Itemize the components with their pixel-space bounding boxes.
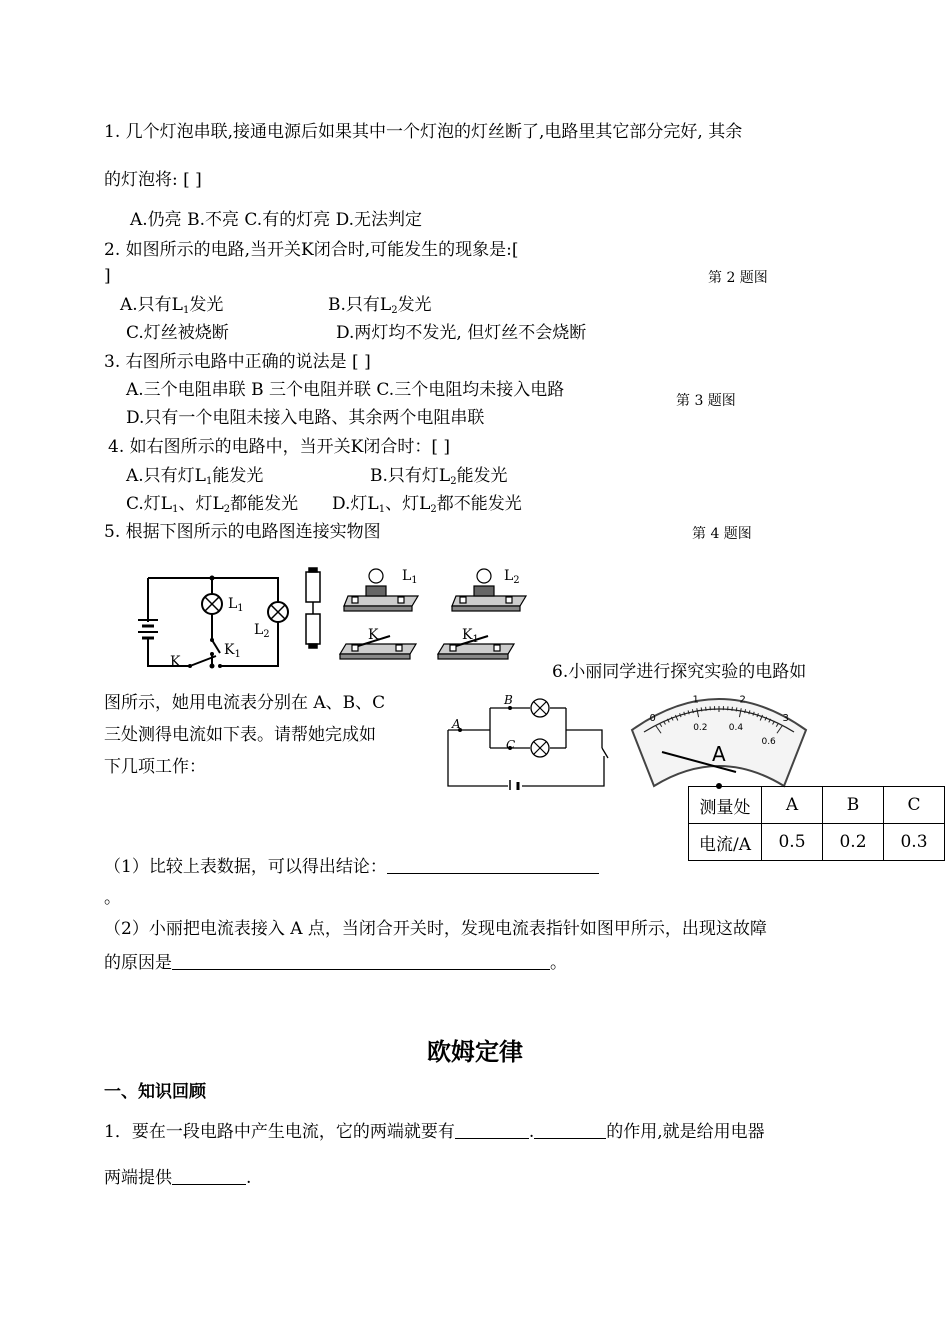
q6-circuit-diagram <box>446 690 612 790</box>
meter-tick <box>701 707 702 711</box>
answer-blank[interactable] <box>387 857 599 874</box>
q4-option-b: B.只有灯$L_2$能发光 <box>370 466 508 487</box>
meter-minor-label: 0.6 <box>761 736 776 747</box>
table-cell: C <box>884 787 945 824</box>
meter-major-label: 0 <box>649 712 656 724</box>
q4-figure-label: 第 4 题图 <box>692 526 752 542</box>
table-cell: 0.3 <box>884 824 945 861</box>
q3-options-abc: A.三个电阻串联 B 三个电阻并联 C.三个电阻均未接入电路 <box>126 380 565 400</box>
q1-line2: 的灯泡将: [ ] <box>104 170 202 190</box>
q4-option-d: D.灯$L_1$、灯$L_2$都不能发光 <box>332 494 522 515</box>
q4-option-c: C.灯$L_1$、灯$L_2$都能发光 <box>126 494 299 515</box>
q5-board-label-l1: $L_1$ <box>402 568 418 586</box>
answer-blank[interactable] <box>455 1122 529 1139</box>
q1-options: A.仍亮 B.不亮 C.有的灯亮 D.无法判定 <box>130 210 423 230</box>
q5-label-l2: $L_2$ <box>254 622 270 640</box>
q5-label-l1: $L_1$ <box>228 596 244 614</box>
q3-option-d: D.只有一个电阻未接入电路、其余两个电阻串联 <box>126 408 485 428</box>
q2-option-b: B.只有$L_2$发光 <box>328 295 432 316</box>
answer-blank[interactable] <box>172 1168 246 1185</box>
q2-option-a: A.只有$L_1$发光 <box>120 295 224 316</box>
q5-label-k1: $K_1$ <box>224 642 241 660</box>
q5-board-label-k: K <box>368 627 379 643</box>
q5-circuit-diagram <box>128 560 298 680</box>
q2-option-d: D.两灯均不发光, 但灯丝不会烧断 <box>336 323 587 343</box>
q6-label-c: C <box>506 738 516 752</box>
q6-sub2-line2: 的原因是 。 <box>104 953 567 973</box>
q2-option-c: C.灯丝被烧断 <box>126 323 229 343</box>
q5-components-right <box>430 566 550 666</box>
meter-major-label: 3 <box>782 712 789 724</box>
q2-bracket-end: ] <box>104 266 111 286</box>
q3-stem: 3. 右图所示电路中正确的说法是 [ ] <box>104 352 371 372</box>
meter-major-label: 1 <box>692 694 699 706</box>
q5-board-label-k1: $K_1$ <box>462 627 479 645</box>
q5-stem: 5. 根据下图所示的电路图连接实物图 <box>104 522 381 542</box>
ammeter-dial <box>624 686 814 792</box>
section-heading: 一、知识回顾 <box>104 1082 206 1102</box>
q6-text-line1: 图所示，她用电流表分别在 A、B、C <box>104 693 386 713</box>
q4-stem: 4. 如右图所示的电路中，当开关K闭合时：[ ] <box>108 437 450 457</box>
table-cell: 0.2 <box>823 824 884 861</box>
q5-label-k: K <box>170 654 181 670</box>
q6-text-line3: 下几项工作： <box>104 757 206 777</box>
meter-tick <box>736 707 737 711</box>
current-table <box>688 786 945 861</box>
q3-figure-label: 第 3 题图 <box>676 393 736 409</box>
q6-sub2-line1: （2）小丽把电流表接入 A 点，当闭合开关时，发现电流表指针如图甲所示，出现这故障 <box>104 919 767 939</box>
ammeter-unit: A <box>712 742 726 766</box>
table-cell: 0.5 <box>762 824 823 861</box>
table-cell: A <box>762 787 823 824</box>
meter-major-label: 2 <box>739 694 746 706</box>
q1-line1: 1. 几个灯泡串联,接通电源后如果其中一个灯泡的灯丝断了,电路里其它部分完好, 其余 <box>104 122 743 142</box>
switch-k-icon <box>188 656 222 668</box>
table-cell: 测量处 <box>689 787 762 824</box>
q6-sub1-end: 。 <box>104 888 121 908</box>
battery-cells-icon <box>306 568 320 648</box>
section-title: 欧姆定律 <box>427 1038 523 1066</box>
lamp-l1-icon <box>202 594 222 614</box>
meter-minor-label: 0.2 <box>693 722 708 733</box>
section-item1-line1: 1．要在一段电路中产生电流，它的两端就要有 . 的作用,就是给用电器 <box>104 1122 765 1142</box>
table-cell: 电流/A <box>689 824 762 861</box>
section-item1-line2: 两端提供 . <box>104 1168 252 1188</box>
table-row <box>689 787 945 824</box>
meter-minor-label: 0.4 <box>728 722 744 733</box>
q5-board-label-l2: $L_2$ <box>504 568 520 586</box>
q6-stem: 6.小丽同学进行探究实验的电路如 <box>552 662 807 682</box>
q2-stem: 2. 如图所示的电路,当开关K闭合时,可能发生的现象是:[ <box>104 240 519 260</box>
q2-figure-label: 第 2 题图 <box>708 270 768 286</box>
answer-blank[interactable] <box>534 1122 606 1139</box>
q6-label-b: B <box>504 693 513 707</box>
table-cell: B <box>823 787 884 824</box>
answer-blank[interactable] <box>172 953 550 970</box>
switch-k1-icon <box>210 638 220 656</box>
q4-option-a: A.只有灯$L_1$能发光 <box>126 466 264 487</box>
q6-label-a: A <box>452 717 461 731</box>
q6-sub1: （1）比较上表数据，可以得出结论： <box>104 857 599 877</box>
lamp-l2-icon <box>268 602 288 622</box>
q6-text-line2: 三处测得电流如下表。请帮她完成如 <box>104 725 376 745</box>
table-row <box>689 824 945 861</box>
